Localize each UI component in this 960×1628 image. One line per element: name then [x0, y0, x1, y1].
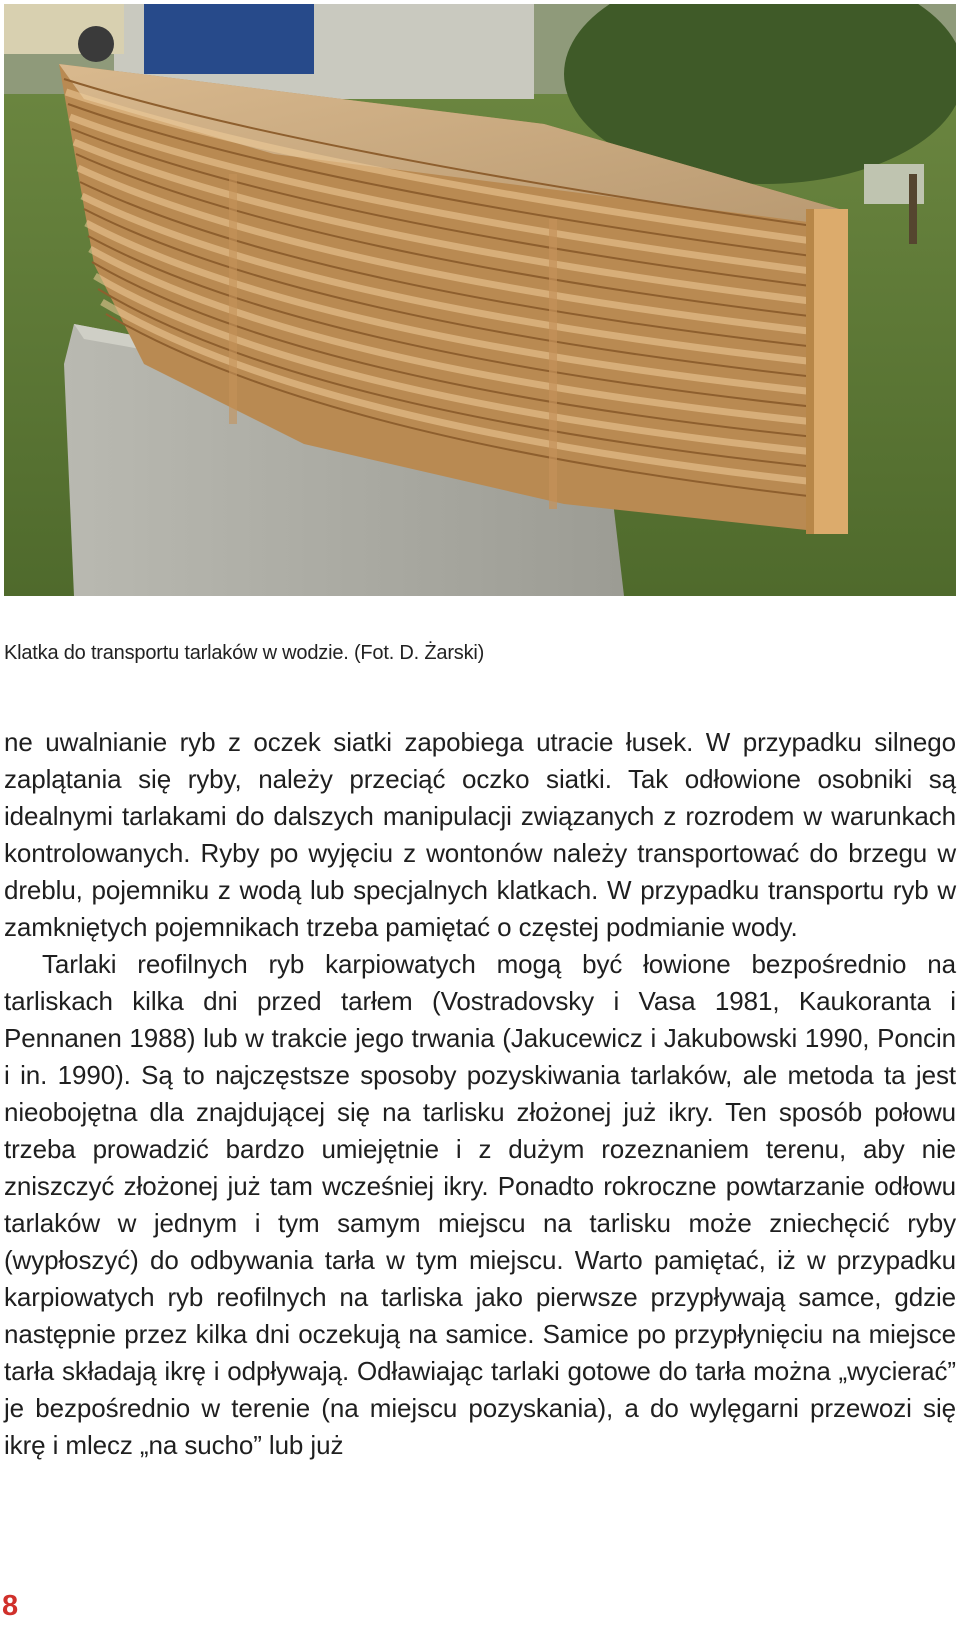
cage-photo [4, 4, 956, 596]
paragraph-1: ne uwalnianie ryb z oczek siatki zapobiega utracie łusek. W przypadku silnego zaplątania się ryby, należy przeciąć oczko siatki. Tak odłowione osobniki są idealnymi tarlakami do dalszych manipulacji związanych z rozrodem w warunkach kontrolowanych. Ryby po wyjęciu z wontonów należy transportować do brzegu w dreblu, pojemniku z wodą lub specjalnych klatkach. W przypadku transportu ryb w zamkniętych pojemnikach trzeba pamiętać o częstej podmianie wody. [4, 727, 956, 942]
cage-photo-illustration [4, 4, 956, 596]
body-text [4, 724, 956, 1464]
page-number: 8 [2, 1590, 19, 1622]
caption-rest: tarlaków w wodzie. (Fot. D. Żarski) [179, 642, 485, 664]
photo-caption [4, 642, 484, 665]
paragraph-2: Tarlaki reofilnych ryb karpiowatych mogą być łowione bezpośrednio na tarliskach kilka dni przed tarłem (Vostradovsky i Vasa 1981, Kaukoranta i Pennanen 1988) lub w trakcie jego trwania (Jakucewicz i Jakubowski 1990, Poncin i in. 1990). Są to najczęstsze sposoby pozyskiwania tarlaków, ale metoda ta jest nieobojętna dla znajdującej się na tarlisku złożonej już ikry. Ten sposób połowu trzeba prowadzić bardzo umiejętnie i z dużym rozeznaniem terenu, aby nie zniszczyć złożonej już tam wcześniej ikry. Ponadto rokroczne powtarzanie odłowu tarlaków w jednym i tym samym miejscu na tarlisku może zniechęcić ryby (wypłoszyć) do odbywania tarła w tym miejscu. Warto pamiętać, iż w przypadku karpiowatych ryb reofilnych na tarliska jako pierwsze przypływają samce, gdzie następnie przez kilka dni oczekują na samice. Samice po przypłynięciu na miejsce tarła składają ikrę i odpływają. Odławiając tarlaki gotowe do tarła można „wycierać” je bezpośrednio w terenie (na miejscu pozyskania), a do wylęgarni przewozi się ikrę i mlecz „na sucho” lub już [4, 949, 956, 1460]
caption-bold-part: Klatka do transportu [4, 642, 179, 664]
